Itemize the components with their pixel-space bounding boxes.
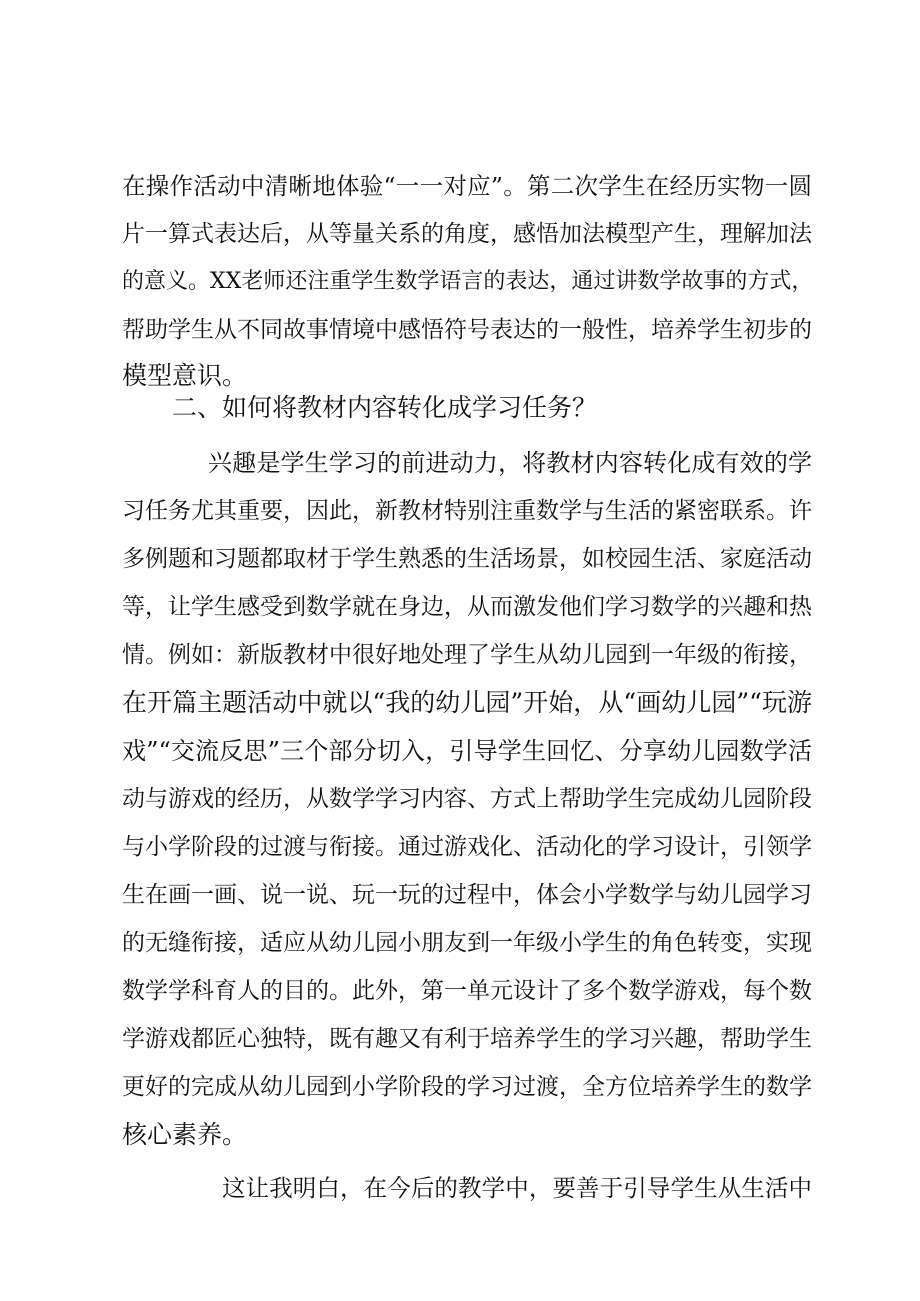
paragraph-2-line-13: 学游戏都匠心独特，既有趣又有利于培养学生的学习兴趣，帮助学生 bbox=[122, 1026, 812, 1052]
paragraph-3-line-1: 这让我明白，在今后的教学中，要善于引导学生从生活中 bbox=[222, 1174, 812, 1202]
section-heading: 二、如何将教材内容转化成学习任务？ bbox=[172, 393, 598, 422]
paragraph-2-line-12: 数学学科育人的目的。此外，第一单元设计了多个数学游戏，每个数 bbox=[122, 978, 812, 1004]
paragraph-2-line-3: 多例题和习题都取材于学生熟悉的生活场景，如校园生活、家庭活动 bbox=[122, 546, 812, 572]
paragraph-1-line-2: 片一算式表达后，从等量关系的角度，感悟加法模型产生，理解加法 bbox=[122, 221, 812, 247]
paragraph-2-line-5: 情。例如：新版教材中很好地处理了学生从幼儿园到一年级的衔接， bbox=[122, 642, 812, 668]
paragraph-2-line-15: 核心素养。 bbox=[122, 1120, 248, 1149]
paragraph-2-line-11: 的无缝衔接，适应从幼儿园小朋友到一年级小学生的角色转变，实现 bbox=[122, 930, 812, 956]
paragraph-1-line-4: 帮助学生从不同故事情境中感悟符号表达的一般性，培养学生初步的 bbox=[122, 317, 812, 343]
paragraph-1-line-5: 模型意识。 bbox=[122, 361, 248, 390]
paragraph-2-line-4: 等，让学生感受到数学就在身边，从而激发他们学习数学的兴趣和热 bbox=[122, 594, 812, 620]
paragraph-2-line-8: 动与游戏的经历，从数学学习内容、方式上帮助学生完成幼儿园阶段 bbox=[122, 786, 812, 812]
paragraph-2-line-2: 习任务尤其重要，因此，新教材特别注重数学与生活的紧密联系。许 bbox=[122, 498, 812, 524]
paragraph-2-line-9: 与小学阶段的过渡与衔接。通过游戏化、活动化的学习设计，引领学 bbox=[122, 834, 812, 860]
paragraph-2-line-7: 戏”“交流反思”三个部分切入，引导学生回忆、分享幼儿园数学活 bbox=[122, 737, 812, 765]
paragraph-2-line-6: 在开篇主题活动中就以“我的幼儿园”开始，从“画幼儿园”“玩游 bbox=[122, 688, 812, 717]
paragraph-2-line-14: 更好的完成从幼儿园到小学阶段的学习过渡，全方位培养学生的数学 bbox=[122, 1074, 812, 1100]
paragraph-2-line-1: 兴趣是学生学习的前进动力，将教材内容转化成有效的学 bbox=[208, 449, 812, 477]
paragraph-1-line-3: 的意义。XX老师还注重学生数学语言的表达，通过讲数学故事的方式， bbox=[122, 269, 814, 294]
paragraph-2-line-10: 生在画一画、说一说、玩一玩的过程中，体会小学数学与幼儿园学习 bbox=[122, 882, 812, 908]
paragraph-1-line-1: 在操作活动中清晰地体验“一一对应”。第二次学生在经历实物一圆 bbox=[122, 172, 812, 200]
